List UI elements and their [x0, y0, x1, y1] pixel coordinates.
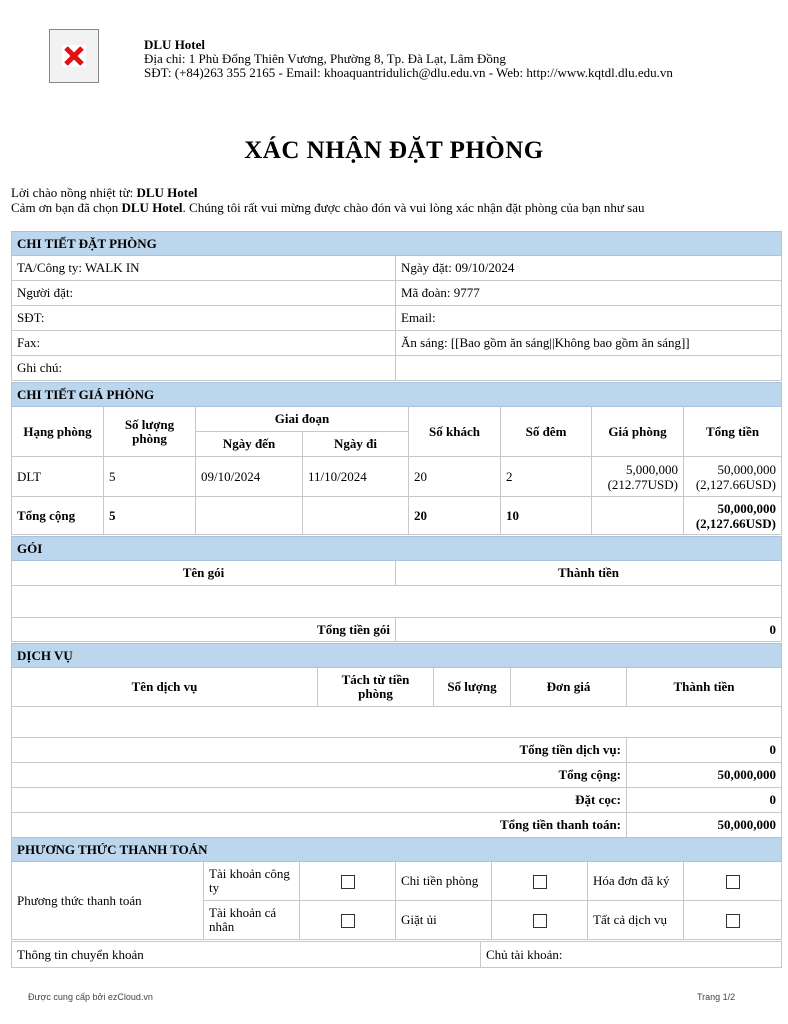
arrival-header: Ngày đến — [196, 432, 303, 457]
departure-date: 11/10/2024 — [303, 457, 409, 497]
period-header: Giai đoạn — [196, 407, 409, 432]
room-qty: 5 — [104, 457, 196, 497]
hotel-info — [144, 38, 673, 80]
sum-total-vnd: 50,000,000 — [717, 500, 777, 516]
service-amount-header: Thành tiền — [627, 668, 782, 707]
total-header: Tổng tiền — [684, 407, 782, 457]
option-signed-invoice: Hóa đơn đã ký — [588, 862, 684, 901]
transfer-table — [11, 941, 782, 968]
sum-qty: 5 — [104, 497, 196, 535]
table-row — [12, 457, 782, 497]
transfer-info-label: Thông tin chuyển khoản — [12, 942, 481, 968]
phone: SĐT: — [12, 306, 396, 331]
email: Email: — [396, 306, 782, 331]
company-account-checkbox[interactable] — [341, 875, 355, 889]
booker: Người đặt: — [12, 281, 396, 306]
package-section-header: GÓI — [12, 537, 782, 561]
room-price-vnd: 5,000,000 — [626, 461, 678, 477]
price-header: Giá phòng — [592, 407, 684, 457]
option-laundry: Giặt ủi — [396, 901, 492, 940]
booking-section-header: CHI TIẾT ĐẶT PHÒNG — [12, 232, 782, 256]
rates-section-header: CHI TIẾT GIÁ PHÒNG — [12, 383, 782, 407]
broken-image-icon — [62, 45, 86, 67]
payment-total-label: Tổng tiền thanh toán: — [12, 813, 627, 838]
row-total-usd: (2,127.66USD) — [695, 476, 777, 492]
thanks-hotel: DLU Hotel — [121, 200, 183, 215]
row-total — [684, 457, 782, 497]
ta-company: TA/Công ty: WALK IN — [12, 256, 396, 281]
footer-page-number: Trang 1/2 — [697, 992, 736, 1002]
thanks-suffix: . Chúng tôi rất vui mừng được chào đón và vui lòng xác nhận đặt phòng của bạn như sau — [182, 200, 645, 215]
group-code: Mã đoàn: 9777 — [396, 281, 782, 306]
option-all-services: Tất cả dịch vụ — [588, 901, 684, 940]
breakfast: Ăn sáng: [[Bao gồm ăn sáng||Không bao gồm ăn sáng]] — [396, 331, 782, 356]
footer-provider: Được cung cấp bởi ezCloud.vn — [28, 992, 153, 1002]
room-type-header: Hạng phòng — [12, 407, 104, 457]
package-total-value: 0 — [396, 618, 782, 642]
booking-details-table — [11, 231, 782, 381]
option-room-charge: Chi tiền phòng — [396, 862, 492, 901]
room-price — [592, 457, 684, 497]
guests-header: Số khách — [409, 407, 501, 457]
service-total-label: Tổng tiền dịch vụ: — [12, 738, 627, 763]
payment-table — [11, 837, 782, 940]
payment-method-label: Phương thức thanh toán — [12, 862, 204, 940]
personal-account-checkbox[interactable] — [341, 914, 355, 928]
sum-row — [12, 497, 782, 535]
payment-section-header: PHƯƠNG THỨC THANH TOÁN — [12, 838, 782, 862]
services-section-header: DỊCH VỤ — [12, 644, 782, 668]
service-name-header: Tên dịch vụ — [12, 668, 318, 707]
service-split-header: Tách từ tiền phòng — [318, 668, 434, 707]
service-qty-header: Số lượng — [434, 668, 511, 707]
arrival-date: 09/10/2024 — [196, 457, 303, 497]
hotel-address: Địa chỉ: 1 Phù Đổng Thiên Vương, Phường 8, Tp. Đà Lạt, Lâm Đồng — [144, 51, 506, 66]
deposit-label: Đặt cọc: — [12, 788, 627, 813]
fax: Fax: — [12, 331, 396, 356]
departure-header: Ngày đi — [303, 432, 409, 457]
hotel-logo — [49, 29, 99, 83]
package-name-header: Tên gói — [12, 561, 396, 586]
package-table — [11, 536, 782, 642]
room-qty-header: Số lượng phòng — [104, 407, 196, 457]
services-table — [11, 643, 782, 838]
all-services-checkbox[interactable] — [726, 914, 740, 928]
page-title: XÁC NHẬN ĐẶT PHÒNG — [244, 137, 544, 164]
signed-invoice-checkbox[interactable] — [726, 875, 740, 889]
sum-label: Tổng cộng — [12, 497, 104, 535]
rate-details-table — [11, 382, 782, 535]
row-total-vnd: 50,000,000 — [717, 461, 777, 477]
services-empty-row — [12, 707, 782, 738]
hotel-contact: SĐT: (+84)263 355 2165 - Email: khoaquantridulich@dlu.edu.vn - Web: http://www.kqtdl.dlu.edu.vn — [144, 65, 673, 80]
room-charge-checkbox[interactable] — [533, 875, 547, 889]
service-total-value: 0 — [627, 738, 782, 763]
greeting-prefix: Lời chào nồng nhiệt từ: — [11, 185, 137, 200]
room-type: DLT — [12, 457, 104, 497]
thanks-prefix: Cảm ơn bạn đã chọn — [11, 200, 122, 215]
payment-total-value: 50,000,000 — [627, 813, 782, 838]
booking-date: Ngày đặt: 09/10/2024 — [396, 256, 782, 281]
sum-guests: 20 — [409, 497, 501, 535]
deposit-value: 0 — [627, 788, 782, 813]
grand-total-value: 50,000,000 — [627, 763, 782, 788]
service-unit-header: Đơn giá — [511, 668, 627, 707]
note-value — [396, 356, 782, 381]
nights: 2 — [501, 457, 592, 497]
sum-nights: 10 — [501, 497, 592, 535]
hotel-name: DLU Hotel — [144, 37, 206, 52]
package-amount-header: Thành tiền — [396, 561, 782, 586]
grand-total-label: Tổng cộng: — [12, 763, 627, 788]
option-company-account: Tài khoản công ty — [204, 862, 300, 901]
nights-header: Số đêm — [501, 407, 592, 457]
account-holder-label: Chủ tài khoản: — [481, 942, 782, 968]
laundry-checkbox[interactable] — [533, 914, 547, 928]
greeting-hotel: DLU Hotel — [136, 185, 198, 200]
sum-total — [684, 497, 782, 535]
sum-total-usd: (2,127.66USD) — [695, 515, 777, 531]
package-total-label: Tổng tiền gói — [12, 618, 396, 642]
package-empty-row — [12, 586, 782, 618]
room-price-usd: (212.77USD) — [607, 476, 678, 492]
guests: 20 — [409, 457, 501, 497]
option-personal-account: Tài khoản cá nhân — [204, 901, 300, 940]
note: Ghi chú: — [12, 356, 396, 381]
greeting — [11, 185, 645, 215]
